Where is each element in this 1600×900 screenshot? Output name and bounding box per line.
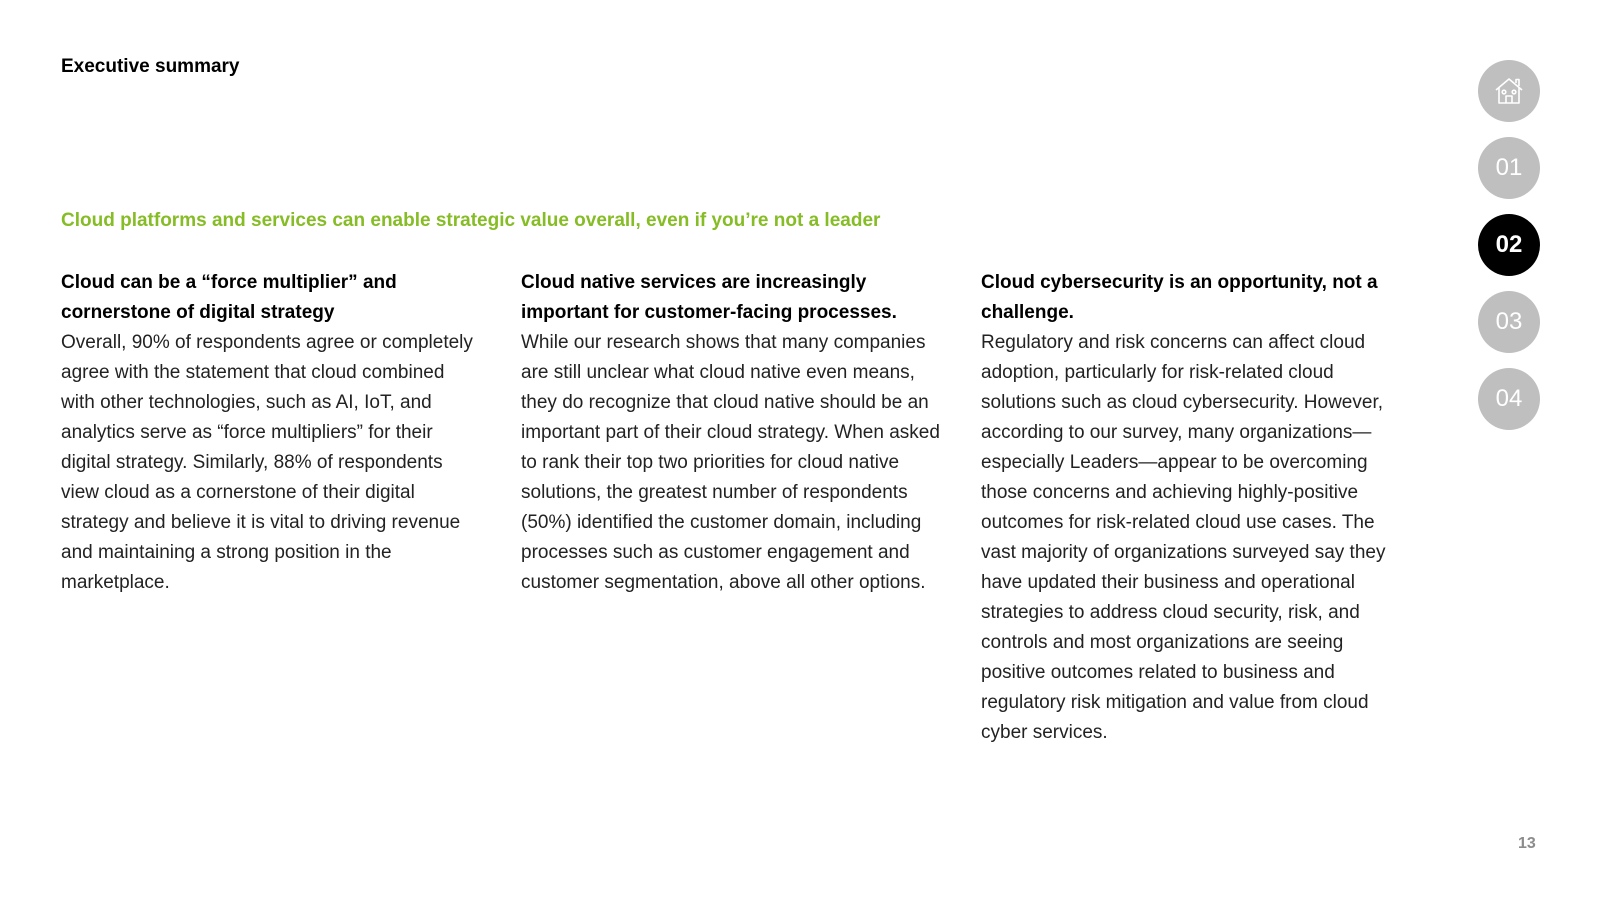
summary-columns xyxy=(61,268,1407,768)
column-heading: Cloud native services are increasingly important for customer-facing processes. xyxy=(521,272,897,323)
nav-section-01-button[interactable]: 01 xyxy=(1478,137,1540,199)
column-body: Regulatory and risk concerns can affect cloud adoption, particularly for risk-related cloud solutions such as cloud cybersecurity. However, according to our survey, many organizations—especially Leaders—appear to be overcoming those concerns and achieving highly-positive outcomes for risk-related cloud use cases. The vast majority of organizations surveyed say they have updated their business and operational strategies to address cloud security, risk, and controls and most organizations are seeing positive outcomes related to business and regulatory risk mitigation and value from cloud cyber services. xyxy=(981,332,1386,743)
nav-section-03-button[interactable]: 03 xyxy=(1478,291,1540,353)
page-title: Executive summary xyxy=(61,56,240,77)
column-heading: Cloud can be a “force multiplier” and cornerstone of digital strategy xyxy=(61,272,397,323)
page-number: 13 xyxy=(1518,835,1536,852)
section-headline: Cloud platforms and services can enable strategic value overall, even if you’re not a leader xyxy=(61,210,881,231)
home-icon xyxy=(1492,74,1526,108)
nav-home-button[interactable] xyxy=(1478,60,1540,122)
column-body: While our research shows that many companies are still unclear what cloud native even means, they do recognize that cloud native should be an important part of their cloud strategy. When asked to rank their top two priorities for cloud native solutions, the greatest number of respondents (50%) identified the customer domain, including processes such as customer engagement and customer segmentation, above all other options. xyxy=(521,332,940,593)
summary-column-cloud-native xyxy=(521,268,953,598)
nav-section-04-button[interactable]: 04 xyxy=(1478,368,1540,430)
summary-column-force-multiplier xyxy=(61,268,481,598)
summary-column-cybersecurity xyxy=(981,268,1407,748)
column-body: Overall, 90% of respondents agree or completely agree with the statement that cloud combined with other technologies, such as AI, IoT, and analytics serve as “force multipliers” for their digital strategy. Similarly, 88% of respondents view cloud as a cornerstone of their digital strategy and believe it is vital to driving revenue and maintaining a strong position in the marketplace. xyxy=(61,332,473,593)
column-heading: Cloud cybersecurity is an opportunity, not a challenge. xyxy=(981,272,1378,323)
nav-section-02-button[interactable]: 02 xyxy=(1478,214,1540,276)
